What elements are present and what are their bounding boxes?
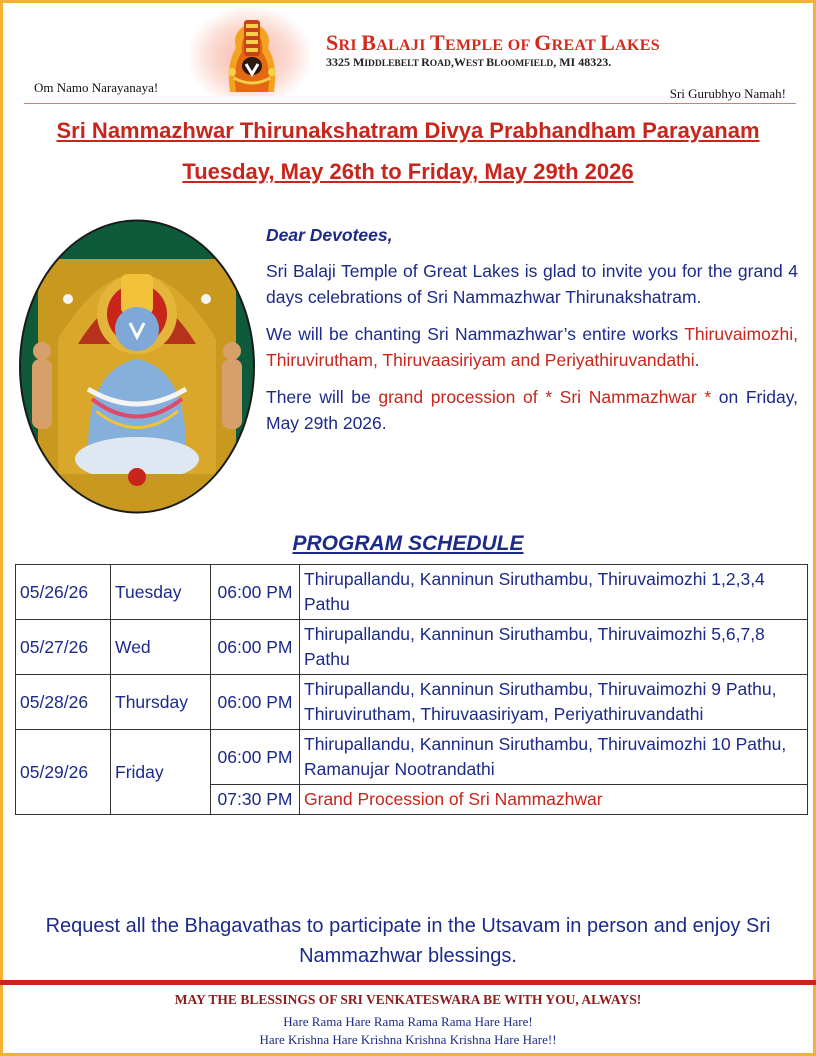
program-cell: Thirupallandu, Kanninun Siruthambu, Thiruvaimozhi 1,2,3,4 Pathu [300,565,808,620]
table-row [16,730,808,785]
date-cell: 05/29/26 [16,730,111,815]
day-cell: Tuesday [111,565,211,620]
greeting-right: Sri Gurubhyo Namah! [669,86,786,101]
schedule-heading: PROGRAM SCHEDULE [292,532,524,555]
salutation: Dear Devotees, [266,225,393,245]
letter-paragraph-3: There will be grand procession of * Sri Nammazhwar * on Friday, May 29th 2026. [266,387,799,433]
works-list: Thiruvaimozhi, Thiruvirutham, Thiruvaasiriyam and Periyathiruvandathi [266,324,798,370]
balaji-logo-icon [222,14,282,94]
invitation-letter [266,222,798,447]
event-dates: Tuesday, May 26th to Friday, May 29th 2026 [182,159,634,184]
event-title: Sri Nammazhwar Thirunakshatram Divya Prabhandham Parayanam [56,118,760,143]
day-cell: Wed [111,620,211,675]
table-row [16,620,808,675]
time-cell: 07:30 PM [211,785,300,815]
letter-paragraph-2: We will be chanting Sri Nammazhwar’s entire works Thiruvaimozhi, Thiruvirutham, Thiruvaasiriyam and Periyathiruvandathi. [266,324,798,370]
date-cell: 05/26/26 [16,565,111,620]
table-row [16,565,808,620]
nammazhwar-portrait [18,219,256,514]
schedule-table [15,564,808,815]
program-cell: Grand Procession of Sri Nammazhwar [300,785,808,815]
date-cell: 05/28/26 [16,675,111,730]
letter-paragraph-1: Sri Balaji Temple of Great Lakes is glad to invite you for the grand 4 days celebrations of Sri Nammazhwar Thirunakshatram. [266,261,798,307]
temple-name: SRI BALAJI TEMPLE OF GREAT LAKES [326,30,660,55]
procession-highlight: grand procession of * Sri Nammazhwar * [378,387,712,407]
time-cell: 06:00 PM [211,730,300,785]
blessing-line: MAY THE BLESSINGS OF SRI VENKATESWARA BE WITH YOU, ALWAYS! [174,992,642,1007]
day-cell: Thursday [111,675,211,730]
table-row [16,675,808,730]
time-cell: 06:00 PM [211,565,300,620]
participation-request: Request all the Bhagavathas to participate in the Utsavam in person and enjoy Sri Nammazhwar blessings. [45,915,771,967]
greeting-left: Om Namo Narayanaya! [34,80,159,95]
program-cell: Thirupallandu, Kanninun Siruthambu, Thiruvaimozhi 5,6,7,8 Pathu [300,620,808,675]
time-cell: 06:00 PM [211,675,300,730]
date-cell: 05/27/26 [16,620,111,675]
mantra-line-1: Hare Rama Hare Rama Rama Rama Hare Hare! [283,1014,533,1029]
footer-divider [0,980,816,985]
day-cell: Friday [111,730,211,815]
program-cell: Thirupallandu, Kanninun Siruthambu, Thiruvaimozhi 9 Pathu, Thiruvirutham, Thiruvaasiriyam, Periyathiruvandathi [300,675,808,730]
program-cell: Thirupallandu, Kanninun Siruthambu, Thiruvaimozhi 10 Pathu, Ramanujar Nootrandathi [300,730,808,785]
temple-address: 3325 MIDDLEBELT ROAD,WEST BLOOMFIELD, MI 48323. [326,55,612,69]
mantra-line-2: Hare Krishna Hare Krishna Krishna Krishna Hare Hare!! [259,1032,557,1047]
header-divider [24,103,796,104]
time-cell: 06:00 PM [211,620,300,675]
temple-header [190,8,660,96]
